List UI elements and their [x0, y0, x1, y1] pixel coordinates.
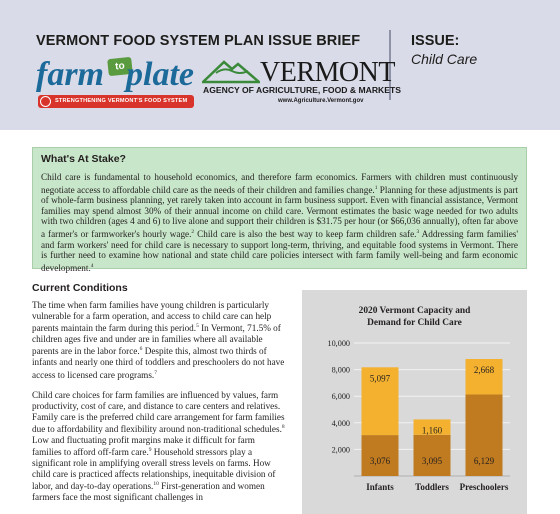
data-label: 6,129	[473, 456, 495, 466]
chart-plot	[302, 290, 527, 514]
agency-name: AGENCY OF AGRICULTURE, FOOD & MARKETS	[203, 85, 401, 95]
y-tick-label: 8,000	[331, 365, 350, 375]
whats-at-stake-box	[32, 147, 527, 273]
stake-paragraph: Child care is fundamental to household economics, and therefore farm economics. Farmers with children must continuously negotiate access to affordable child care as the needs of their children and families change.$^1$ Planning for these adjustments is part of whole-farm business planning, yet rarely taken into account in farm business support. Even with financial assistance, Vermont families may spend almost 30% of their annual income on child care. Vermont estimates the basic wage needed for two adults with two children (ages 4 and 6) to live alone and support their children is $31.75 per hour (or $66,036 annually), often far above a farmer's or farmworker's hourly wage.$^2$ Child care is also the best way to keep farm children safe.$^3$ Addressing farm families' and farm workers' need for child care is necessary to support long-term, thriving, and equitable food systems in Vermont. There is further need to examine how national and state child care policies intersect with farm family well-being and farm economic development.$^4$	[41, 172, 518, 273]
tractor-icon	[40, 96, 51, 107]
vermont-agency-logo	[200, 57, 401, 108]
footnote-ref: 2	[191, 229, 195, 236]
y-tick-label: 10,000	[327, 339, 350, 348]
document-title: VERMONT FOOD SYSTEM PLAN ISSUE BRIEF	[36, 33, 361, 49]
footnote-ref: 5	[196, 323, 199, 330]
y-tick-label: 6,000	[331, 392, 350, 402]
logo-word-plate: plate	[126, 56, 194, 93]
footnote-ref: 6	[139, 346, 143, 353]
issue-label: ISSUE:	[411, 33, 460, 49]
issue-value: Child Care	[411, 51, 478, 67]
footnote-ref: 9	[148, 447, 152, 454]
current-conditions-heading: Current Conditions	[32, 282, 128, 294]
x-tick-label: Toddlers	[415, 482, 449, 492]
footnote-ref: 1	[374, 184, 378, 191]
y-tick-label: 2,000	[331, 445, 350, 455]
logo-tagline: STRENGTHENING VERMONT'S FOOD SYSTEM	[55, 98, 188, 104]
logo-word-farm: farm	[36, 56, 104, 93]
footnote-ref: 10	[153, 481, 159, 488]
footnote-ref: 8	[281, 424, 285, 431]
chart-title-line-1: 2020 Vermont Capacity and	[358, 306, 471, 316]
data-label: 1,160	[421, 425, 443, 436]
data-label: 3,076	[369, 456, 391, 466]
body-paragraph: Child care choices for farm families are influenced by values, farm productivity, cost of care, and distance to care centers and relatives. Family care is the preferred child care arrangement for farm families due to affordability and flexibility around non-traditional schedules.$^8$ Low and fluctuating profit margins make it difficult for farm families to afford off-farm care.$^9$ Household stressors play a significant role in amplifying overall stress levels on farms. How child care is practiced affects relationships, inequitable division of labor, and day-to-day operations.$^{10}$ First-generation and women farmers face the most significant challenges in	[32, 390, 285, 502]
data-label: 2,668	[473, 364, 495, 375]
mountain-icon	[202, 58, 260, 84]
vermont-wordmark: VERMONT	[260, 57, 395, 88]
farm-to-plate-logo	[36, 56, 196, 110]
footnote-ref: 3	[416, 229, 420, 236]
x-tick-label: Preschoolers	[459, 482, 509, 492]
y-tick-label: 4,000	[331, 418, 350, 428]
current-conditions-text	[32, 300, 285, 512]
logo-tagline-banner	[38, 95, 194, 108]
footnote-ref: 4	[90, 262, 94, 269]
child-care-chart	[302, 290, 527, 514]
chart-title-line-2: Demand for Child Care	[367, 318, 462, 328]
agency-url: www.Agriculture.Vermont.gov	[278, 98, 364, 104]
header-band	[0, 0, 560, 130]
x-tick-label: Infants	[366, 482, 394, 492]
logo-word-to: to	[107, 57, 133, 76]
data-label: 5,097	[369, 373, 391, 384]
data-label: 3,095	[421, 456, 443, 466]
footnote-ref: 7	[154, 369, 157, 376]
stake-heading: What's At Stake?	[41, 153, 126, 165]
body-paragraph: The time when farm families have young children is particularly vulnerable for a farm operation, and access to child care can help parents maintain the farm during this period.$^5$ In Vermont, 71.5% of children ages five and under are in families where all available parents are in the labor force.$^6$ Despite this, almost two thirds of infants and nearly one third of toddlers and preschoolers do not have access to licensed care programs.$^7$	[32, 300, 285, 380]
